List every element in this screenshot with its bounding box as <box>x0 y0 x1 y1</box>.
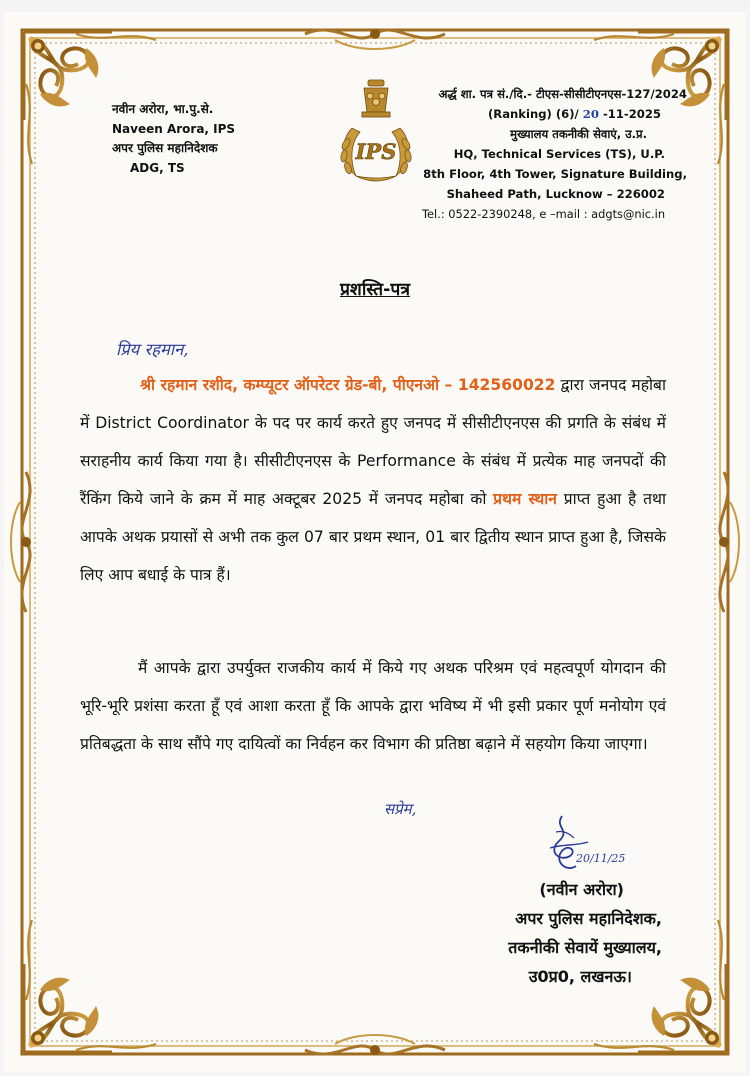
reference-block <box>402 84 687 224</box>
signatory-office: तकनीकी सेवायें मुख्यालय, <box>508 938 662 957</box>
office-address-2: Shaheed Path, Lucknow – 226002 <box>446 187 665 201</box>
salutation: प्रिय रहमान, <box>116 340 189 359</box>
sender-designation-hindi: अपर पुलिस महानिदेशक <box>112 141 218 155</box>
paragraph-1-text-b: प्राप्त हुआ है तथा आपके अथक प्रयासों से अभी तक कुल 07 बार प्रथम स्थान, 01 बार द्वितीय स्थान प्राप्त हुआ है, जिसके लिए आप बधाई के पात्र हैं। <box>80 490 666 584</box>
reference-date-day: 20 <box>582 107 599 121</box>
office-contact: Tel.: 0522-2390248, e –mail : adgts@nic.in <box>422 207 666 221</box>
sender-name-hindi: नवीन अरोरा, भा.पु.से. <box>112 102 214 116</box>
reference-date-prefix: (Ranking) (6)/ <box>487 107 583 121</box>
recipient-highlight: श्री रहमान रशीद, कम्प्यूटर ऑपरेटर ग्रेड-बी, पीएनओ – 142560022 <box>140 376 556 394</box>
reference-date <box>402 104 687 124</box>
closing: सप्रेम, <box>384 800 417 818</box>
rank-highlight: प्रथम स्थान <box>493 490 557 508</box>
paragraph-2: मैं आपके द्वारा उपर्युक्त राजकीय कार्य में किये गए अथक परिश्रम एवं महत्वपूर्ण योगदान की भूरि-भूरि प्रशंसा करता हूँ एवं आशा करता हूँ कि आपके द्वारा भविष्य में भी इसी प्रकार पूर्ण मनोयोग एवं प्रतिबद्धता के साथ सौंपे गए दायित्वों का निर्वहन कर विभाग की प्रतिष्ठा बढ़ाने में सहयोग किया जाएगा। <box>80 659 666 753</box>
certificate-title: प्रशस्ति-पत्र <box>339 280 411 300</box>
sender-designation-english: ADG, TS <box>130 160 185 175</box>
office-address-1: 8th Floor, 4th Tower, Signature Building, <box>423 167 687 181</box>
signatory-block <box>444 875 662 991</box>
signature-date: 20/11/25 <box>576 852 626 865</box>
office-english: HQ, Technical Services (TS), U.P. <box>453 147 665 161</box>
signatory-location: उ0प्र0, लखनऊ। <box>528 967 632 986</box>
signatory-name: (नवीन अरोरा) <box>539 880 624 899</box>
paragraph-1-text-a: द्वारा जनपद महोबा में District Coordinator के पद पर कार्य करते हुए जनपद में सीसीटीएनएस की प्रगति के संबंध में सराहनीय कार्य किया गया है। सीसीटीएनएस के Performance के संबंध में प्रत्येक माह जनपदों की रैंकिंग किये जाने के क्रम में माह अक्टूबर 2025 में जनपद महोबा को <box>80 376 666 508</box>
certificate-page <box>4 12 746 1072</box>
paragraph-1 <box>80 366 666 594</box>
office-hindi: मुख्यालय तकनीकी सेवाएं, उ.प्र. <box>510 127 647 141</box>
sender-block <box>112 100 282 178</box>
reference-number: अर्द्ध शा. पत्र सं./दि.- टीएस-सीसीटीएनएस-127/2024 <box>438 87 687 101</box>
emblem-text: IPS <box>355 139 397 164</box>
sender-name-english: Naveen Arora, IPS <box>112 121 236 136</box>
handwritten-signature <box>532 812 602 882</box>
signatory-designation: अपर पुलिस महानिदेशक, <box>515 909 662 928</box>
reference-date-rest: -11-2025 <box>598 107 661 121</box>
